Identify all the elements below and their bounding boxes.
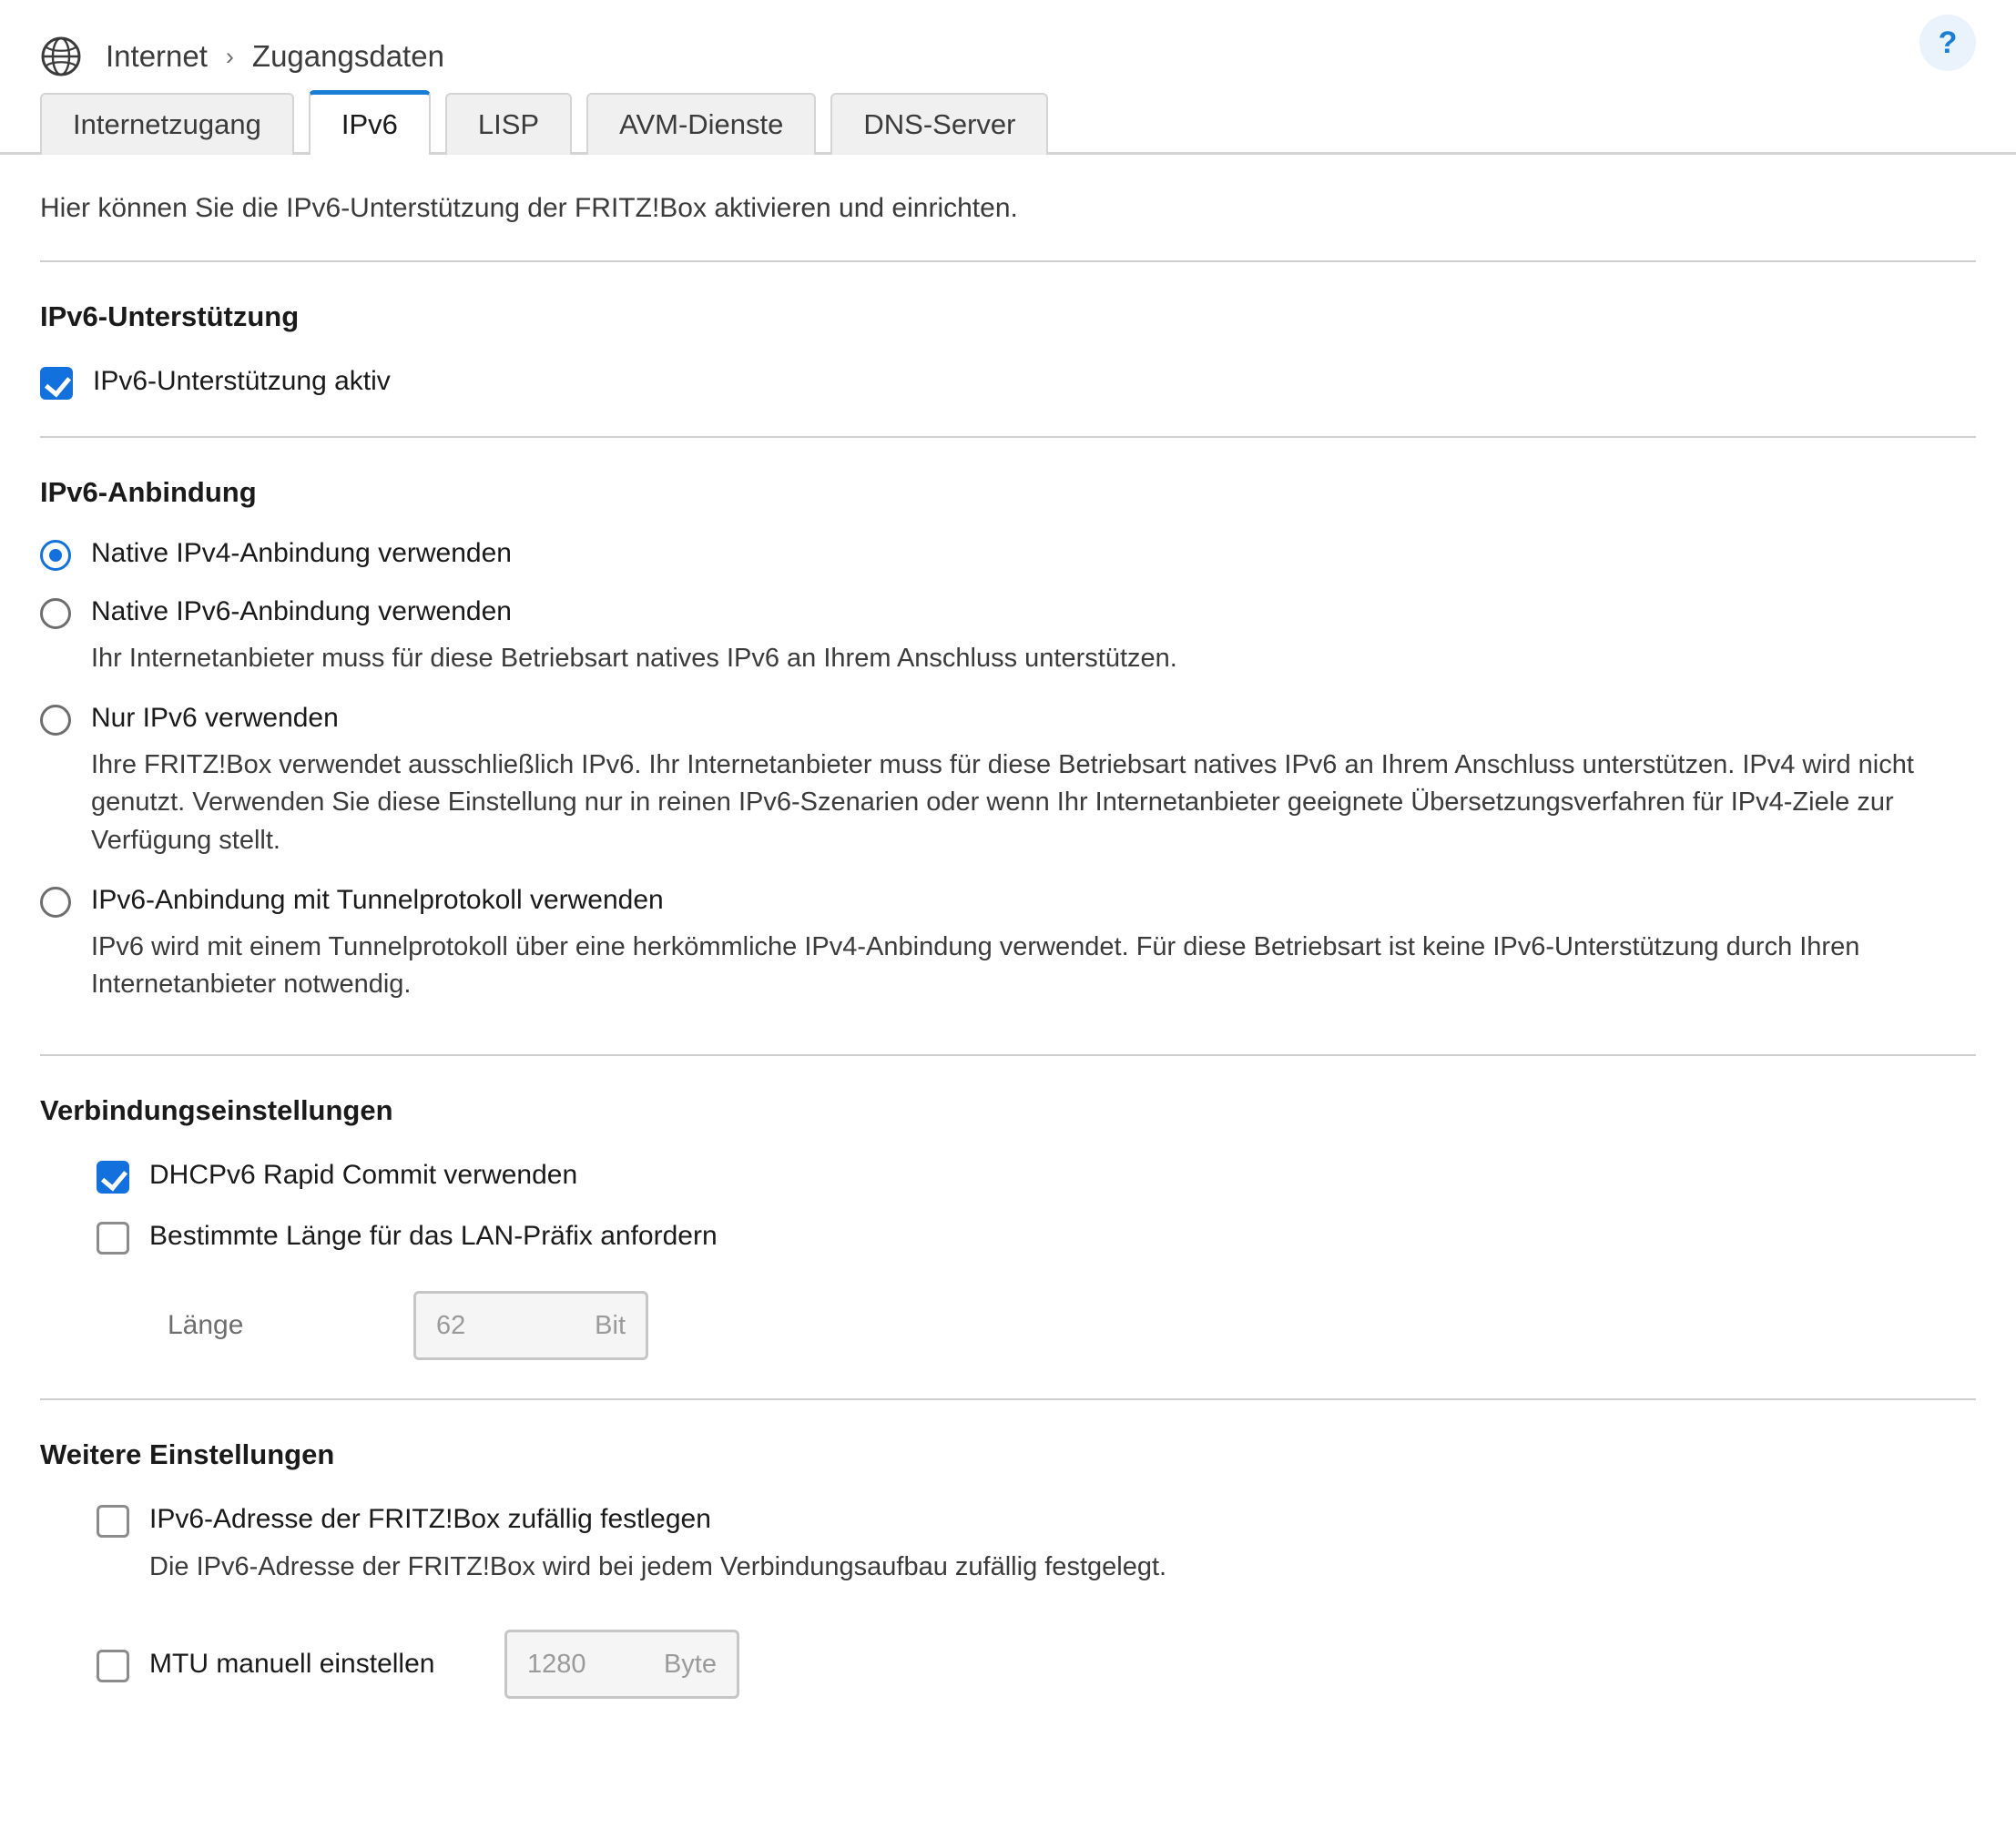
breadcrumb-item-internet[interactable]: Internet (106, 39, 208, 73)
divider (40, 1398, 1976, 1400)
more-settings-group (40, 1502, 1976, 1699)
checkbox-mtu-manual[interactable] (97, 1650, 129, 1682)
help-button[interactable]: ? (1919, 15, 1976, 71)
breadcrumb-item-zugangsdaten: Zugangsdaten (251, 39, 444, 73)
desc-only-ipv6: Ihre FRITZ!Box verwendet ausschließlich IPv6. Ihr Internetanbieter muss für diese Betriebsart natives IPv6 an Ihrem Anschluss unterstützen. IPv4 wird nicht genutzt. Verwenden Sie diese Einstellung nur in reinen IPv6-Szenarien oder wenn Ihr Internetanbieter geeignete Übersetzungsverfahren für IPv4-Ziele zur Verfügung stellt. (91, 750, 1914, 855)
label-only-ipv6: Nur IPv6 verwenden (91, 703, 339, 734)
label-native-ipv6: Native IPv6-Anbindung verwenden (91, 596, 512, 626)
section-title-connection-settings: Verbindungseinstellungen (40, 1094, 393, 1127)
label-mtu-manual: MTU manuell einstellen (149, 1649, 435, 1680)
desc-native-ipv6: Ihr Internetanbieter muss für diese Betriebsart natives IPv6 an Ihrem Anschluss unterstützen. (91, 644, 1177, 673)
input-prefix-length[interactable] (413, 1291, 648, 1360)
row-lan-prefix-length (40, 1219, 1976, 1255)
label-native-ipv4: Native IPv4-Anbindung verwenden (91, 538, 512, 568)
tab-internetzugang[interactable]: Internetzugang (40, 93, 294, 155)
radio-only-ipv6[interactable] (40, 705, 71, 736)
tab-ipv6[interactable]: IPv6 (309, 90, 431, 155)
breadcrumb (106, 39, 444, 74)
divider (40, 260, 1976, 262)
label-lan-prefix-length: Bestimmte Länge für das LAN-Präfix anfordern (149, 1221, 718, 1252)
divider (40, 1054, 1976, 1056)
ipv6-support-row (40, 364, 1976, 400)
row-mtu (40, 1630, 1976, 1699)
tab-avm-dienste[interactable]: AVM-Dienste (586, 93, 816, 155)
page-content (0, 155, 2016, 1699)
checkbox-lan-prefix-length[interactable] (97, 1222, 129, 1255)
label-ipv6-support-active: IPv6-Unterstützung aktiv (93, 366, 391, 396)
tabbar (0, 86, 2016, 155)
checkbox-dhcpv6-rapid-commit[interactable] (97, 1161, 129, 1194)
radio-native-ipv6[interactable] (40, 598, 71, 629)
divider (40, 436, 1976, 438)
radio-item-tunnel-ipv6 (40, 883, 1976, 1003)
input-mtu[interactable] (504, 1630, 739, 1699)
tab-dns-server[interactable]: DNS-Server (830, 93, 1048, 155)
connection-settings-group (40, 1158, 1976, 1360)
radio-group-ipv6-connection (40, 536, 1976, 1003)
row-prefix-length-field (40, 1291, 1976, 1360)
desc-tunnel-ipv6: IPv6 wird mit einem Tunnelprotokoll über eine herkömmliche IPv4-Anbindung verwendet. Für diese Betriebsart ist keine IPv6-Unterstützung durch Ihren Internetanbieter notwendig. (91, 931, 1860, 999)
radio-tunnel-ipv6[interactable] (40, 887, 71, 918)
label-tunnel-ipv6: IPv6-Anbindung mit Tunnelprotokoll verwenden (91, 884, 664, 915)
input-prefix-length-value: 62 (436, 1310, 466, 1340)
radio-native-ipv4[interactable] (40, 540, 71, 571)
section-title-more-settings: Weitere Einstellungen (40, 1438, 335, 1471)
radio-item-native-ipv6 (40, 594, 1976, 677)
desc-random-ipv6-address: Die IPv6-Adresse der FRITZ!Box wird bei jedem Verbindungsaufbau zufällig festgelegt. (149, 1552, 1167, 1582)
input-prefix-length-unit: Bit (595, 1310, 626, 1340)
checkbox-random-ipv6-address[interactable] (97, 1505, 129, 1538)
radio-item-only-ipv6 (40, 701, 1976, 859)
checkbox-ipv6-support-active[interactable] (40, 367, 73, 400)
input-mtu-value: 1280 (527, 1649, 586, 1679)
section-title-ipv6-connection: IPv6-Anbindung (40, 476, 257, 508)
breadcrumb-bar (0, 0, 2016, 86)
row-random-ipv6-address (40, 1502, 1976, 1538)
label-random-ipv6-address: IPv6-Adresse der FRITZ!Box zufällig festlegen (149, 1504, 711, 1535)
section-title-ipv6-support: IPv6-Unterstützung (40, 300, 300, 332)
page-intro-text: Hier können Sie die IPv6-Unterstützung der FRITZ!Box aktivieren und einrichten. (40, 193, 1018, 223)
label-dhcpv6-rapid-commit: DHCPv6 Rapid Commit verwenden (149, 1160, 578, 1191)
label-prefix-length: Länge (168, 1310, 244, 1341)
globe-icon (40, 36, 82, 77)
breadcrumb-separator-icon: › (225, 42, 234, 70)
input-mtu-unit: Byte (663, 1649, 717, 1679)
radio-item-native-ipv4 (40, 536, 1976, 571)
row-rapid-commit (40, 1158, 1976, 1194)
tab-lisp[interactable]: LISP (445, 93, 572, 155)
